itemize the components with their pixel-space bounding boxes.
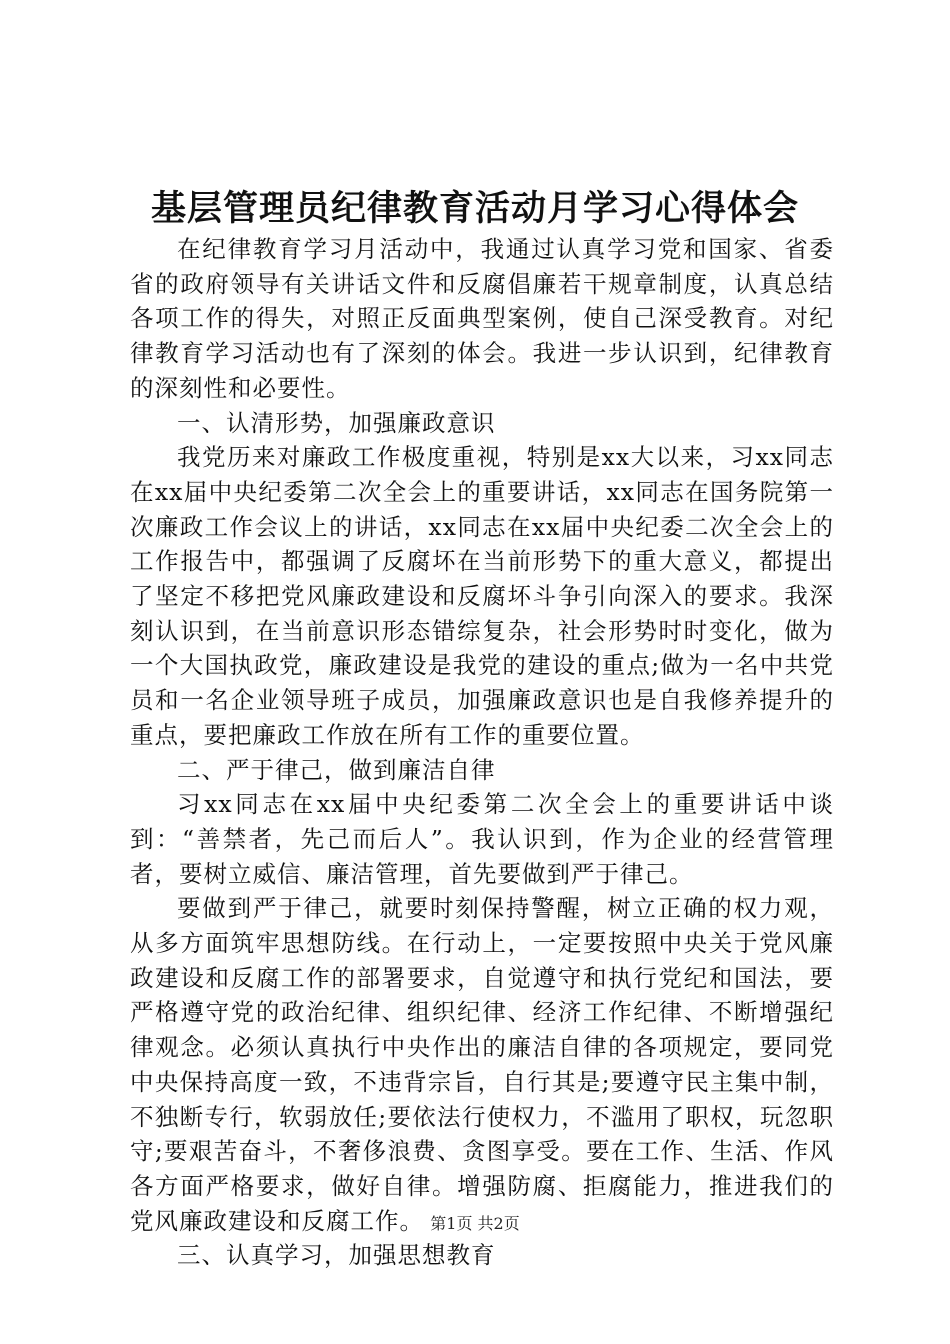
document-body	[130, 232, 834, 1273]
page-indicator: 第1页 共2页	[430, 1214, 520, 1233]
section-heading-1: 一、认清形势，加强廉政意识	[177, 408, 496, 437]
paragraph-section-2b: 要做到严于律己，就要时刻保持警醒，树立正确的权力观，从多方面筑牢思想防线。在行动上，一定要按照中央关于党风廉政建设和反腐工作的部署要求，自觉遵守和执行党纪和国法，要严格遵守党的政治纪律、组织纪律、经济工作纪律、不断增强纪律观念。必须认真执行中央作出的廉洁自律的各项规定，要同党中央保持高度一致，不违背宗旨，自行其是;要遵守民主集中制，不独断专行，软弱放任;要依法行使权力，不滥用了职权，玩忽职守;要艰苦奋斗，不奢侈浪费、贪图享受。要在工作、生活、作风各方面严格要求，做好自律。增强防腐、拒腐能力，推进我们的党风廉政建设和反腐工作。	[130, 894, 834, 1235]
paragraph-section-1: 我党历来对廉政工作极度重视，特别是xx大以来，习xx同志在xx届中央纪委第二次全会上的重要讲话，xx同志在国务院第一次廉政工作会议上的讲话，xx同志在xx届中央纪委二次全会上的工作报告中，都强调了反腐坏在当前形势下的重大意义，都提出了坚定不移把党风廉政建设和反腐坏斗争引向深入的要求。我深刻认识到，在当前意识形态错综复杂，社会形势时时变化，做为一个大国执政党，廉政建设是我党的建设的重点;做为一名中共党员和一名企业领导班子成员，加强廉政意识也是自我修养提升的重点，要把廉政工作放在所有工作的重要位置。	[130, 443, 834, 749]
paragraph-intro: 在纪律教育学习月活动中，我通过认真学习党和国家、省委省的政府领导有关讲话文件和反腐倡廉若干规章制度，认真总结各项工作的得失，对照正反面典型案例，使自己深受教育。对纪律教育学习活动也有了深刻的体会。我进一步认识到，纪律教育的深刻性和必要性。	[130, 235, 834, 402]
paragraph-section-2a: 习xx同志在xx届中央纪委第二次全会上的重要讲话中谈到：“善禁者，先己而后人”。我认识到，作为企业的经营管理者，要树立威信、廉洁管理，首先要做到严于律己。	[130, 790, 834, 888]
section-heading-2: 二、严于律己，做到廉洁自律	[177, 755, 496, 784]
document-title: 基层管理员纪律教育活动月学习心得体会	[150, 188, 799, 229]
section-heading-3: 三、认真学习，加强思想教育	[177, 1241, 496, 1270]
